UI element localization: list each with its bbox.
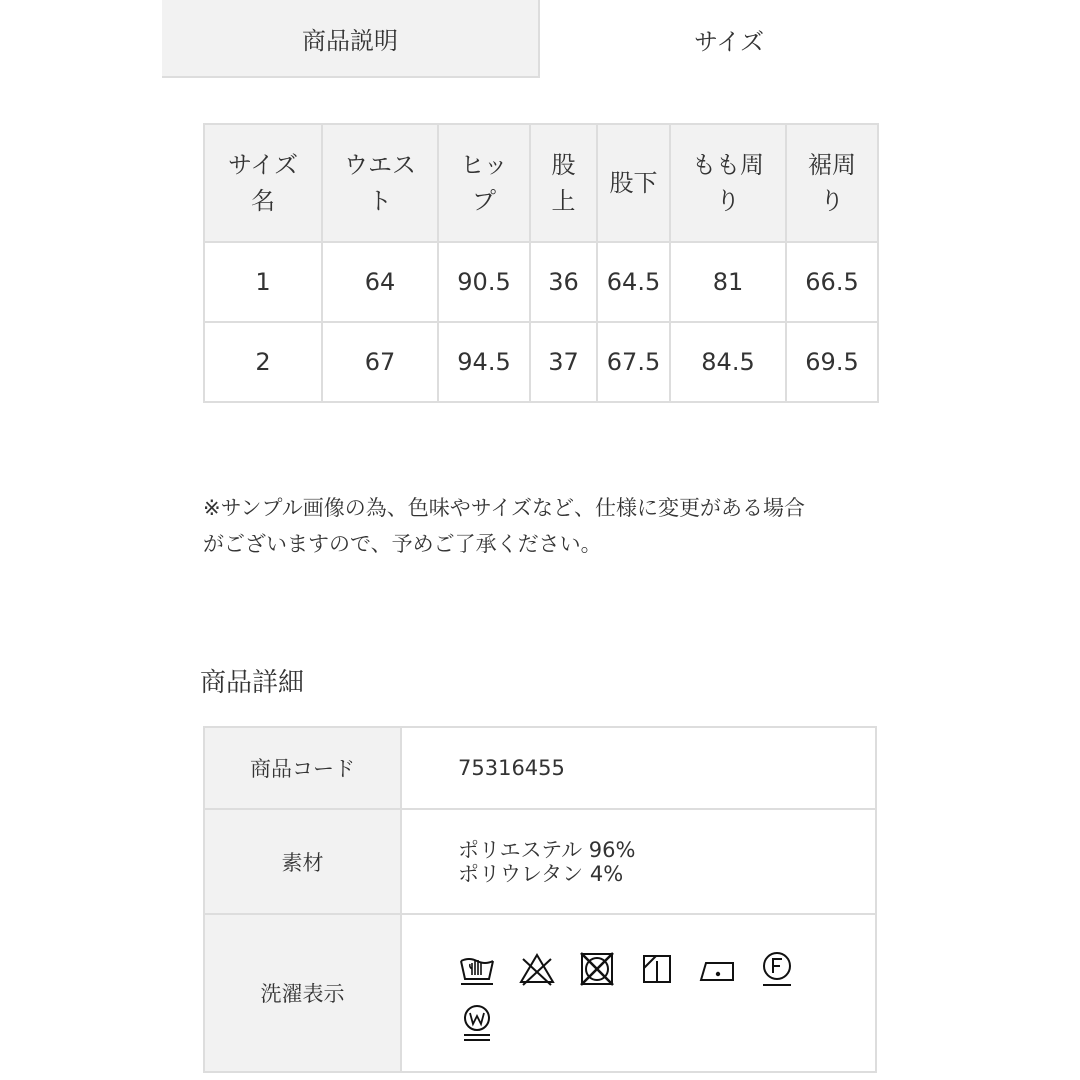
header-text: ト — [368, 187, 392, 215]
iron-low-icon — [698, 949, 736, 989]
detail-row-material — [204, 809, 876, 914]
size-table — [203, 123, 879, 403]
size-table-header-row — [204, 124, 878, 242]
table-row — [204, 322, 878, 402]
no-tumble-dry-icon — [578, 949, 616, 989]
header-text: り — [716, 187, 740, 215]
care-symbol-list — [458, 943, 838, 1043]
cell-thigh: 84.5 — [670, 322, 786, 402]
cell-waist: 67 — [322, 322, 438, 402]
product-code-value: 75316455 — [401, 727, 876, 809]
header-text: ヒッ — [460, 151, 508, 179]
sample-image-note — [203, 490, 903, 562]
header-text: り — [820, 187, 844, 215]
drip-dry-shade-icon — [638, 949, 676, 989]
detail-row-care — [204, 914, 876, 1072]
header-text: 名 — [251, 187, 275, 215]
cell-rise: 37 — [530, 322, 597, 402]
product-details-table — [203, 726, 877, 1073]
header-text: 股 — [551, 151, 576, 179]
cell-size-name: 1 — [204, 242, 322, 322]
header-text: 裾周 — [808, 151, 856, 179]
no-bleach-icon — [518, 949, 556, 989]
cell-hip: 90.5 — [438, 242, 530, 322]
header-hem — [786, 124, 878, 242]
cell-thigh: 81 — [670, 242, 786, 322]
wet-clean-w-icon — [458, 1003, 496, 1043]
product-details-title: 商品詳細 — [200, 668, 305, 698]
material-line: ポリウレタン 4% — [458, 861, 624, 886]
note-line: がございますので、予めご了承ください。 — [203, 532, 602, 556]
cell-inseam: 67.5 — [597, 322, 670, 402]
header-text: ウエス — [344, 151, 416, 179]
cell-waist: 64 — [322, 242, 438, 322]
header-size-name — [204, 124, 322, 242]
header-hip — [438, 124, 530, 242]
header-text: もも周 — [692, 151, 764, 179]
tab-product-description[interactable]: 商品説明 — [162, 0, 540, 78]
dry-clean-f-icon — [758, 949, 796, 989]
hand-wash-icon — [458, 949, 496, 989]
header-inseam — [597, 124, 670, 242]
cell-rise: 36 — [530, 242, 597, 322]
header-text: 上 — [551, 187, 576, 215]
detail-row-code — [204, 727, 876, 809]
material-value — [401, 809, 876, 914]
header-waist — [322, 124, 438, 242]
cell-hem: 69.5 — [786, 322, 878, 402]
header-text: 股下 — [609, 169, 658, 197]
care-symbols — [401, 914, 876, 1072]
tab-bar — [162, 0, 918, 78]
cell-hip: 94.5 — [438, 322, 530, 402]
cell-inseam: 64.5 — [597, 242, 670, 322]
product-code-label: 商品コード — [204, 727, 401, 809]
header-text: プ — [472, 187, 496, 215]
cell-hem: 66.5 — [786, 242, 878, 322]
care-label: 洗濯表示 — [204, 914, 401, 1072]
header-text: サイズ — [227, 151, 299, 179]
header-thigh — [670, 124, 786, 242]
tab-size[interactable]: サイズ — [540, 0, 918, 78]
header-rise — [530, 124, 597, 242]
cell-size-name: 2 — [204, 322, 322, 402]
material-line: ポリエステル 96% — [458, 837, 636, 862]
note-line: ※サンプル画像の為、色味やサイズなど、仕様に変更がある場合 — [203, 496, 806, 520]
table-row — [204, 242, 878, 322]
material-label: 素材 — [204, 809, 401, 914]
